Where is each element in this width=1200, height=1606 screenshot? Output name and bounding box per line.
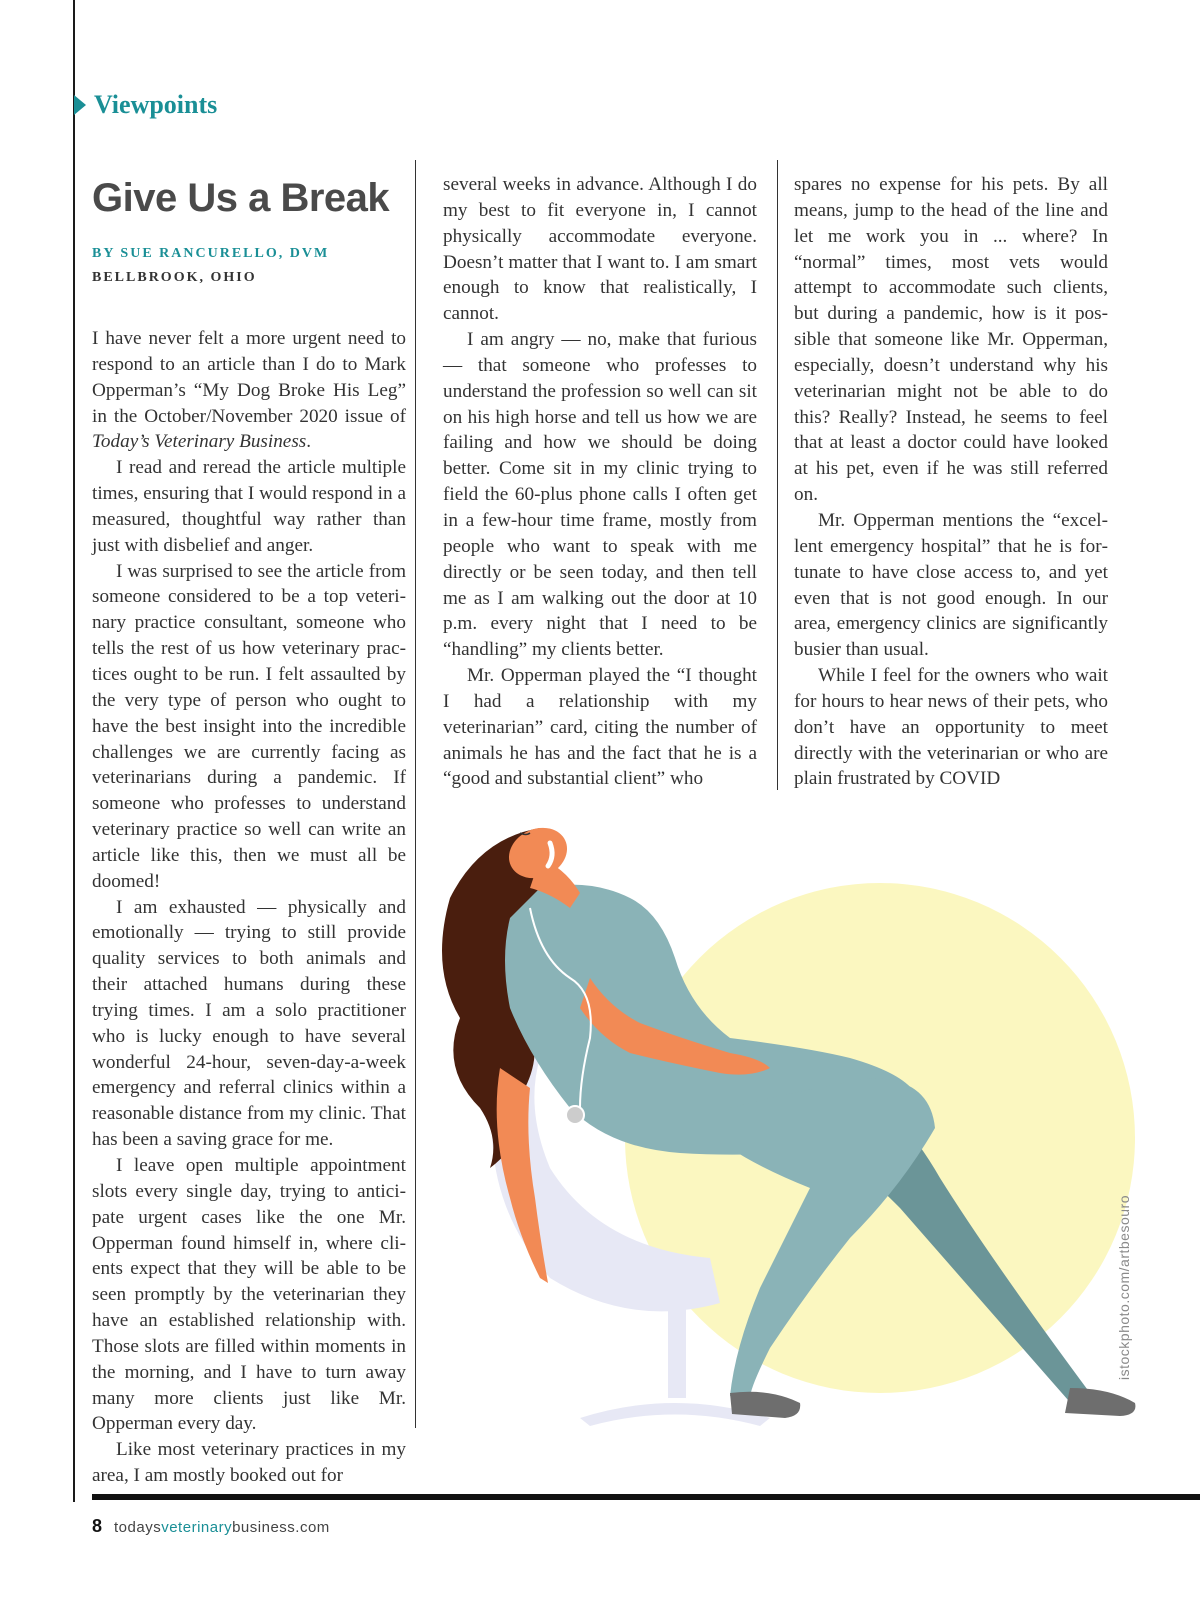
paragraph: Mr. Opperman mentions the “excellent emergency hospital” that he is fortunate to have close access to, and yet even that is not good enough. In our area, emergency clinics are significantly busier than usual.	[794, 509, 1108, 661]
publication-title: Today’s Veterinary Business	[92, 431, 307, 453]
back-shoe	[1065, 1388, 1135, 1416]
paragraph: several weeks in advance. Although I do my best to fit everyone in, I cannot physically accommodate everyone. Doesn’t matter that I want to. I am smart enough to know that realistically, I cannot.	[443, 174, 757, 325]
paragraph: Mr. Opperman played the “I thought I had a relationship with my veterinarian” card, citing the number of animals he has and the fact that he is a “good and substantial client” who	[443, 665, 757, 790]
section-tag	[74, 90, 217, 120]
byline: BY SUE RANCURELLO, DVM	[92, 246, 330, 261]
page-number: 8	[92, 1516, 103, 1536]
site-url[interactable]: todaysveterinarybusiness.com	[114, 1519, 330, 1536]
stethoscope-chestpiece-icon	[566, 1106, 584, 1124]
article-headline: Give Us a Break	[92, 176, 390, 220]
paragraph: Like most veterinary practices in my area, I am mostly booked out for	[92, 1439, 406, 1487]
section-label: Viewpoints	[94, 90, 218, 119]
triangle-marker-icon	[74, 95, 86, 115]
paragraph: I have never felt a more urgent need to respond to an article than I do to Mark Opperman’s “My Dog Broke His Leg” in the October/November 2020 issue of Today’s Veterinary Business.	[92, 328, 406, 453]
article-column-1	[92, 326, 406, 1489]
paragraph: spares no expense for his pets. By all means, jump to the head of the line and let me work you in ... where? In “normal” times, most vets would attempt to accommodate such clients, but during a pandemic, how is it possible that someone like Mr. Opperman, especially, doesn’t understand why his veterinarian might not be able to do this? Really? Instead, he seems to feel that at least a doctor could have looked at his pet, even if he was still referred on.	[794, 174, 1108, 506]
column-divider	[415, 160, 416, 1428]
page-footer	[92, 1516, 330, 1537]
paragraph: While I feel for the owners who wait for hours to hear news of their pets, who don’t have an opportunity to meet directly with the veterinarian or who are plain frustrated by COVID	[794, 665, 1108, 790]
paragraph: I am exhausted — physically and emotionally — trying to still provide quality services to both animals and their attached humans during these trying times. I am a solo practitioner who is lucky enough to have several wonderful 24-hour, seven-day-a-week emergency and referral clinics within a reasonable distance from my clinic. That has been a saving grace for me.	[92, 896, 406, 1151]
left-margin-rule	[73, 0, 75, 1502]
footer-rule	[92, 1494, 1200, 1500]
photo-credit: istockphoto.com/artbesouro	[1116, 1195, 1132, 1380]
front-shoe	[730, 1392, 800, 1418]
paragraph: I read and reread the article multiple times, ensuring that I would respond in a measured, thoughtful way rather than just with disbelief and anger.	[92, 457, 406, 556]
author-location: BELLBROOK, OHIO	[92, 270, 257, 285]
exhausted-vet-illustration	[430, 808, 1190, 1468]
paragraph: I leave open multiple appointment slots every single day, trying to anticipate urgent cases like the one Mr. Opperman found himself in, where clients expect that they will be able to be seen promptly by the veterinarian they have an established relationship with. Those slots are filled within moments in the morning, and I have to turn away many more clients just like Mr. Opperman every day.	[92, 1155, 406, 1435]
paragraph: I am angry — no, make that furious — that someone who professes to understand the profession so well can sit on his high horse and tell us how we are failing and how we should be doing better. Come sit in my clinic trying to field the 60-plus phone calls I often get in a few-hour time frame, mostly from people who want to speak with me directly or be seen today, and then tell me as I am walking out the door at 10 p.m. every night that I need to be “handling” my clients better.	[443, 329, 757, 661]
paragraph: I was surprised to see the article from someone considered to be a top veterinary practice consultant, someone who tells the rest of us how veterinary practices ought to be run. I felt assaulted by the very type of person who ought to have the best insight into the incredible challenges we are currently facing as veterinarians during a pandemic. If someone who professes to understand veterinary practice so well can write an article like this, then we must all be doomed!	[92, 560, 406, 892]
column-divider	[777, 160, 778, 790]
article-column-3	[794, 172, 1108, 792]
article-column-2	[443, 172, 757, 792]
